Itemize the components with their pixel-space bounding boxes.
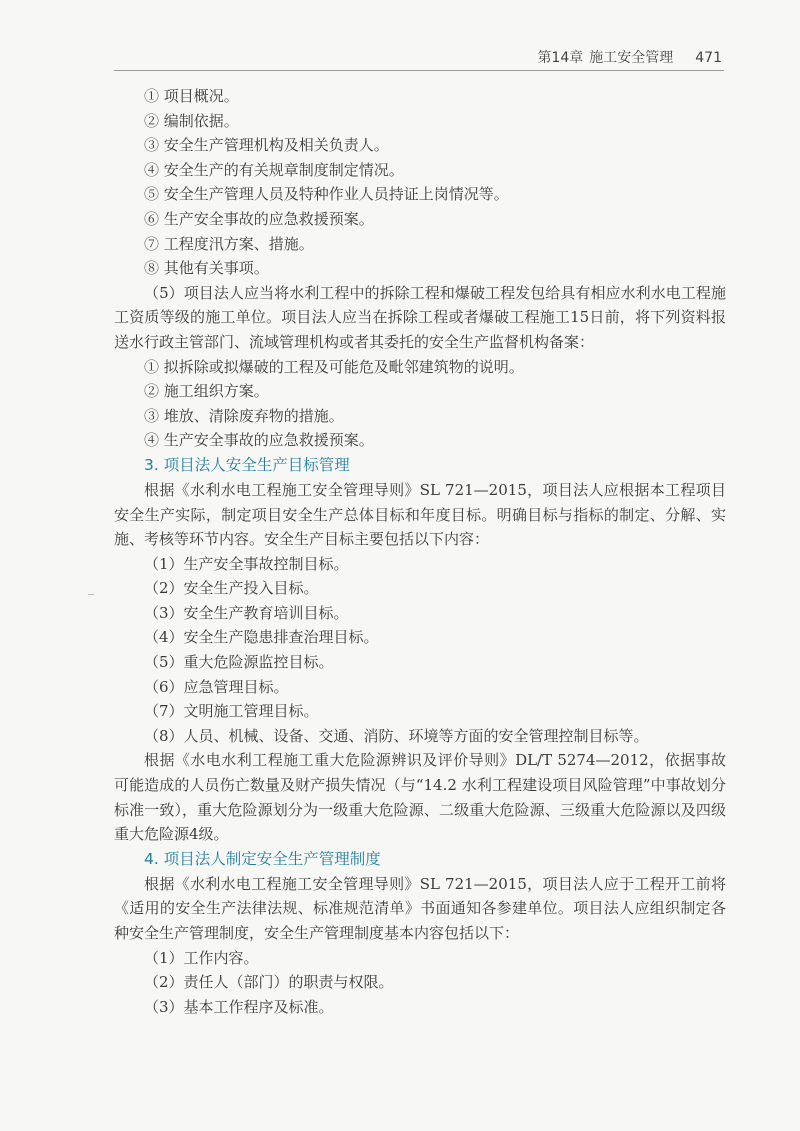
list-item: （4）安全生产隐患排查治理目标。 — [144, 628, 379, 647]
page-header — [0, 0, 800, 74]
list-item: ③ 堆放、清除废弃物的措施。 — [144, 406, 344, 425]
margin-mark — [88, 594, 94, 595]
list-item: ② 施工组织方案。 — [144, 382, 269, 401]
page-number: 471 — [695, 50, 722, 66]
header-rule — [114, 70, 724, 71]
list-item: （1）工作内容。 — [144, 948, 259, 967]
section-heading-3: 3. 项目法人安全生产目标管理 — [144, 455, 350, 474]
paragraph-goals: 根据《水利水电工程施工安全管理导则》SL 721—2015，项目法人应根据本工程项目安全生产实际，制定项目安全生产总体目标和年度目标。明确目标与指标的制定、分解、实施、考核等环节内容。安全生产目标主要包括以下内容： — [114, 480, 726, 549]
list-item: （1）生产安全事故控制目标。 — [144, 554, 349, 573]
section-heading-4: 4. 项目法人制定安全生产管理制度 — [144, 849, 381, 868]
list-item: ⑤ 安全生产管理人员及特种作业人员持证上岗情况等。 — [144, 185, 509, 204]
page-body — [114, 84, 726, 1019]
paragraph-hazard: 根据《水电水利工程施工重大危险源辨识及评价导则》DL/T 5274—2012，依据事故可能造成的人员伤亡数量及财产损失情况（与“14.2 水利工程建设项目风险管理”中事故划分标准一致），重大危险源划分为一级重大危险源、二级重大危险源、三级重大危险源以及四级重大危险源4级。 — [114, 751, 726, 844]
paragraph-rules: 根据《水利水电工程施工安全管理导则》SL 721—2015，项目法人应于工程开工前将《适用的安全生产法律法规、标准规范清单》书面通知各参建单位。项目法人应组织制定各种安全生产管理制度，安全生产管理制度基本内容包括以下： — [114, 874, 726, 942]
list-item: ③ 安全生产管理机构及相关负责人。 — [144, 136, 389, 155]
list-item: ④ 生产安全事故的应急救援预案。 — [144, 431, 374, 450]
chapter-title: 施工安全管理 — [589, 50, 674, 66]
paragraph-demolition: （5）项目法人应当将水利工程中的拆除工程和爆破工程发包给具有相应水利水电工程施工资质等级的施工单位。项目法人应当在拆除工程或者爆破工程施工15日前，将下列资料报送水行政主管部门、流域管理机构或者其委托的安全生产监督机构备案： — [114, 283, 726, 351]
list-item: ⑥ 生产安全事故的应急救援预案。 — [144, 209, 374, 228]
list-item: （3）安全生产教育培训目标。 — [144, 603, 349, 622]
list-item: ① 拟拆除或拟爆破的工程及可能危及毗邻建筑物的说明。 — [144, 357, 524, 376]
list-item: （7）文明施工管理目标。 — [144, 702, 319, 721]
list-item: ⑦ 工程度汛方案、措施。 — [144, 234, 314, 253]
list-item: （6）应急管理目标。 — [144, 677, 289, 696]
list-item: （3）基本工作程序及标准。 — [144, 997, 334, 1016]
list-item: （5）重大危险源监控目标。 — [144, 653, 334, 672]
list-item: ① 项目概况。 — [144, 87, 239, 105]
list-item: （2）安全生产投入目标。 — [144, 579, 319, 598]
list-item: ④ 安全生产的有关规章制度制定情况。 — [144, 160, 404, 179]
list-item: （2）责任人（部门）的职责与权限。 — [144, 973, 394, 992]
running-header — [531, 47, 722, 67]
chapter-label: 第14章 — [537, 50, 584, 66]
list-item: ② 编制依据。 — [144, 111, 239, 130]
list-item: ⑧ 其他有关事项。 — [144, 259, 269, 278]
list-item: （8）人员、机械、设备、交通、消防、环境等方面的安全管理控制目标等。 — [144, 726, 649, 745]
